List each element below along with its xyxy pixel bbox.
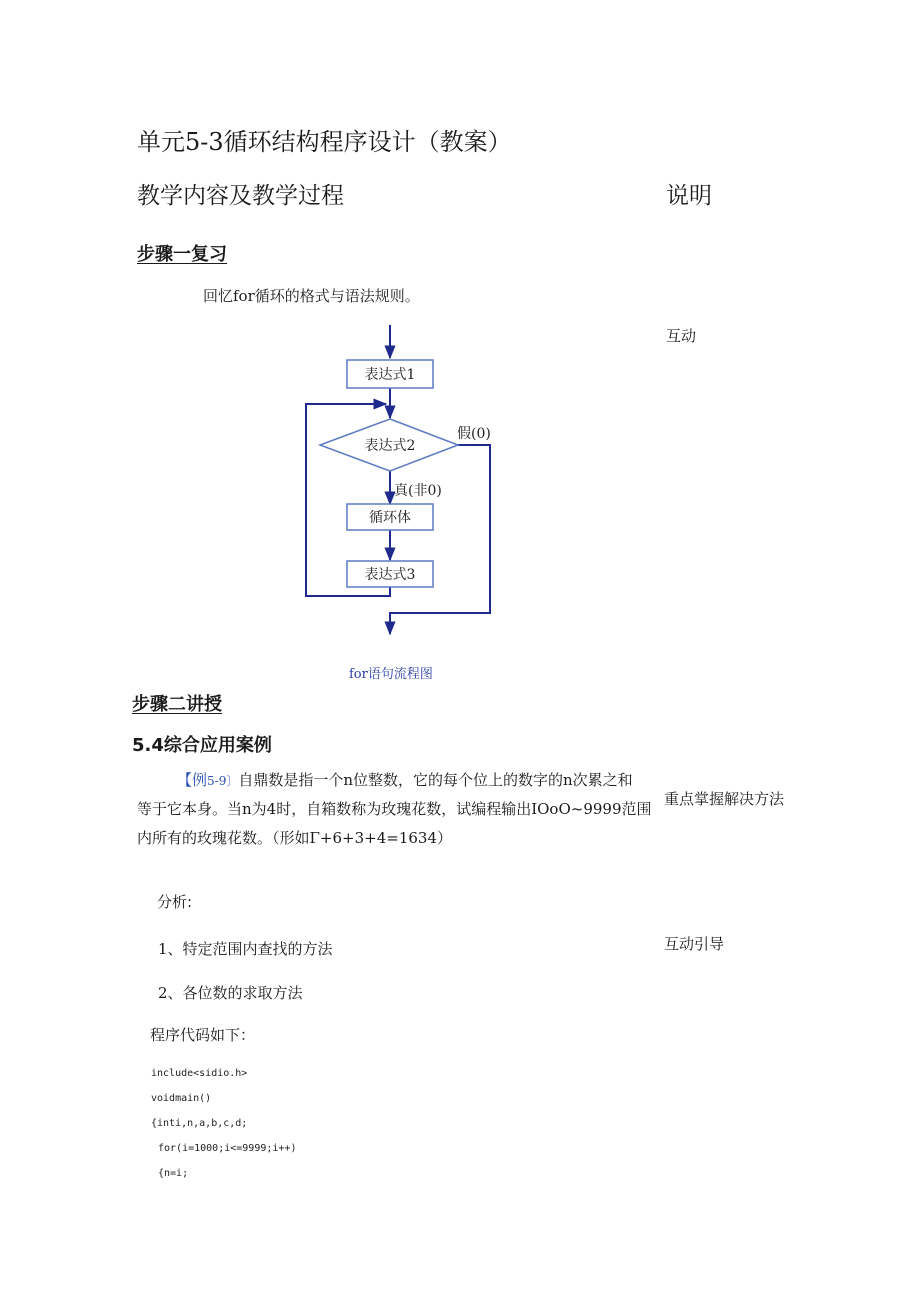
code-intro: 程序代码如下： xyxy=(150,1026,256,1044)
code-line: for(i=1000;i<=9999;i++) xyxy=(158,1143,297,1154)
example-tag: 【例 xyxy=(177,771,208,789)
code-line: {n=i; xyxy=(158,1168,189,1179)
code-line: include<sidio.h> xyxy=(151,1068,248,1079)
recall-text: 回忆for循环的格式与语法规则。 xyxy=(203,287,420,305)
code-line: voidmain() xyxy=(151,1093,212,1104)
analysis-label: 分析: xyxy=(157,893,193,911)
true-label: 真(非0) xyxy=(394,483,442,499)
expr3-label: 表达式3 xyxy=(364,567,416,583)
example-line-2: 等于它本身。当n为4时，自箱数称为玫瑰花数，试编程输出IOoO~9999范围 xyxy=(137,800,652,818)
analysis-item-1: 1、特定范围内查找的方法 xyxy=(158,940,333,958)
flowchart-caption: for语句流程图 xyxy=(349,667,433,682)
step-two-heading: 步骤二讲授 xyxy=(132,694,222,715)
expr1-label: 表达式1 xyxy=(364,367,416,383)
condition-label: 表达式2 xyxy=(364,438,416,454)
example-line-3: 内所有的玫瑰花数。（形如Γ+6+3+4=1634） xyxy=(137,829,452,847)
example-line-1: 自鼎数是指一个n位整数，它的每个位上的数字的n次累之和 xyxy=(238,771,633,789)
for-loop-flowchart xyxy=(290,322,510,667)
code-line: {inti,n,a,b,c,d; xyxy=(151,1118,248,1129)
note-key-method: 重点掌握解决方法 xyxy=(664,790,785,808)
note-guided-interaction: 互动引导 xyxy=(664,935,725,953)
page-title: 单元5-3循环结构程序设计（教案） xyxy=(137,128,512,156)
step-one-heading: 步骤一复习 xyxy=(137,244,227,265)
section-heading: 5.4综合应用案例 xyxy=(132,735,272,756)
flow-false-exit-line xyxy=(390,445,490,634)
example-paragraph xyxy=(137,766,659,853)
note-interaction: 互动 xyxy=(666,327,697,345)
false-label: 假(0) xyxy=(457,426,491,442)
analysis-item-2: 2、各位数的求取方法 xyxy=(158,984,303,1002)
loop-body-label: 循环体 xyxy=(369,510,411,526)
column-header-content: 教学内容及教学过程 xyxy=(137,183,344,209)
column-header-notes: 说明 xyxy=(666,183,712,209)
example-number: 5-9〕 xyxy=(207,774,239,788)
